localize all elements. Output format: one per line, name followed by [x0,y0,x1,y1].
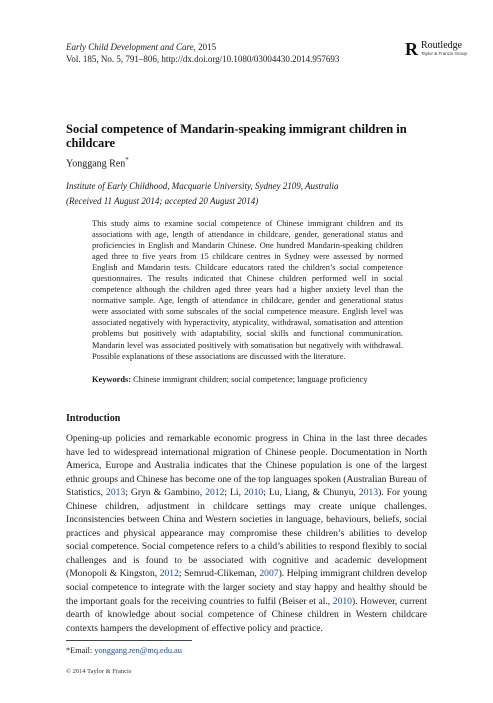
citation-link[interactable]: 2010 [243,487,264,499]
journal-year: , 2015 [193,42,217,52]
email-link[interactable]: yonggang.ren@mq.edu.au [94,646,182,655]
copyright-notice: © 2014 Taylor & Francis [66,668,132,675]
paragraph-text: ; Gryn & Gambino, [125,487,206,499]
citation-link[interactable]: 2010 [332,595,352,607]
citation-link[interactable]: 2007 [259,568,279,580]
footnote-divider [66,640,192,641]
received-dates: (Received 11 August 2014; accepted 20 August 2014) [66,196,259,206]
footnote-email [66,645,182,656]
paragraph-text: ). However, current dearth of knowledge about social competence of Chinese children in Western childcare contexts hampers the development of effective policy and practice. [66,595,428,634]
author-line [66,154,129,170]
affiliation: Institute of Early Childhood, Macquarie University, Sydney 2109, Australia [66,181,339,191]
paragraph-text: ; Semrud-Clikeman, [178,568,260,580]
paragraph-text: Opening-up policies and remarkable economic progress in China in the last three decades have led to widespread international migration of Chinese people. Documentation in North America, Europe and Australia indicates that the Chinese population is one of the largest ethnic groups and Chinese has become one of the top languages spoken (Australian Bureau of Statistics, [66,433,427,499]
introduction-heading: Introduction [66,413,121,424]
citation-link[interactable]: 2012 [205,487,225,499]
publisher-name: Routledge [420,40,463,51]
paragraph-text: ; Li, [224,487,244,499]
abstract-text: This study aims to examine social competence of Chinese immigrant children and its associations with age, length of attendance in childcare, gender, generational status and proficiencies in English and Mandarin Chinese. One hundred Mandarin-speaking children aged three to five years from 15 childcare centres in Sydney were assessed by normed English and Mandarin tests. Childcare educators rated the children’s social competence questionnaires. The results indicated that Chinese children performed well in social competence although the children aged three years had a higher anxiety level than the normative sample. Age, length of attendance in childcare, gender and generational status were associated with some subscales of the social competence measure. English level was associated negatively with hyperactivity, atypicality, withdrawal, somatisation and attention problems but positively with adaptability, social skills and functional communication. Mandarin level was associated positively with somatisation but negatively with withdrawal. Possible explanations of these associations are discussed with the literature. [92,219,403,361]
journal-name: Early Child Development and Care [66,42,194,52]
email-label: *Email: [66,646,95,655]
citation-link[interactable]: 2013 [106,487,126,499]
keywords-label: Keywords: [92,375,132,384]
keywords-line [92,374,422,385]
citation-line: Vol. 185, No. 5, 791–806, http://dx.doi.org/10.1080/03004430.2014.957693 [66,54,340,64]
author-footnote-mark: * [125,156,129,164]
journal-header [66,41,339,65]
publisher-logo [405,40,467,58]
publisher-group: Taylor & Francis Group [420,51,467,56]
article-title: Social competence of Mandarin-speaking immigrant children in childcare [66,122,407,150]
keywords-text: Chinese immigrant children; social competence; language proficiency [131,375,368,384]
author-name: Yonggang Ren [66,158,126,170]
citation-link[interactable]: 2013 [358,487,379,499]
introduction-paragraph [66,432,427,635]
citation-link[interactable]: 2012 [159,568,179,580]
paragraph-text: ). Helping immigrant children develop social competence to integrate with the larger society and stay happy and healthy should be the important goals for the receiving countries to fulfil (Beiser et al., [66,568,427,607]
introduction-body [66,432,427,635]
routledge-mark-icon: R [404,39,418,59]
paragraph-text: ). For young Chinese children, adjustment in childcare settings may create unique challenges. Inconsistencies between China and Western societies in language, behaviours, beliefs, social practices and physical appearance may compromise these children’s abilities to develop social competence. Social competence refers to a child’s abilities to respond flexibly to social challenges and is found to be associated with cognitive and academic development (Monopoli & Kingston, [66,487,427,580]
paragraph-text: ; Lu, Liang, & Chunyu, [263,487,359,499]
